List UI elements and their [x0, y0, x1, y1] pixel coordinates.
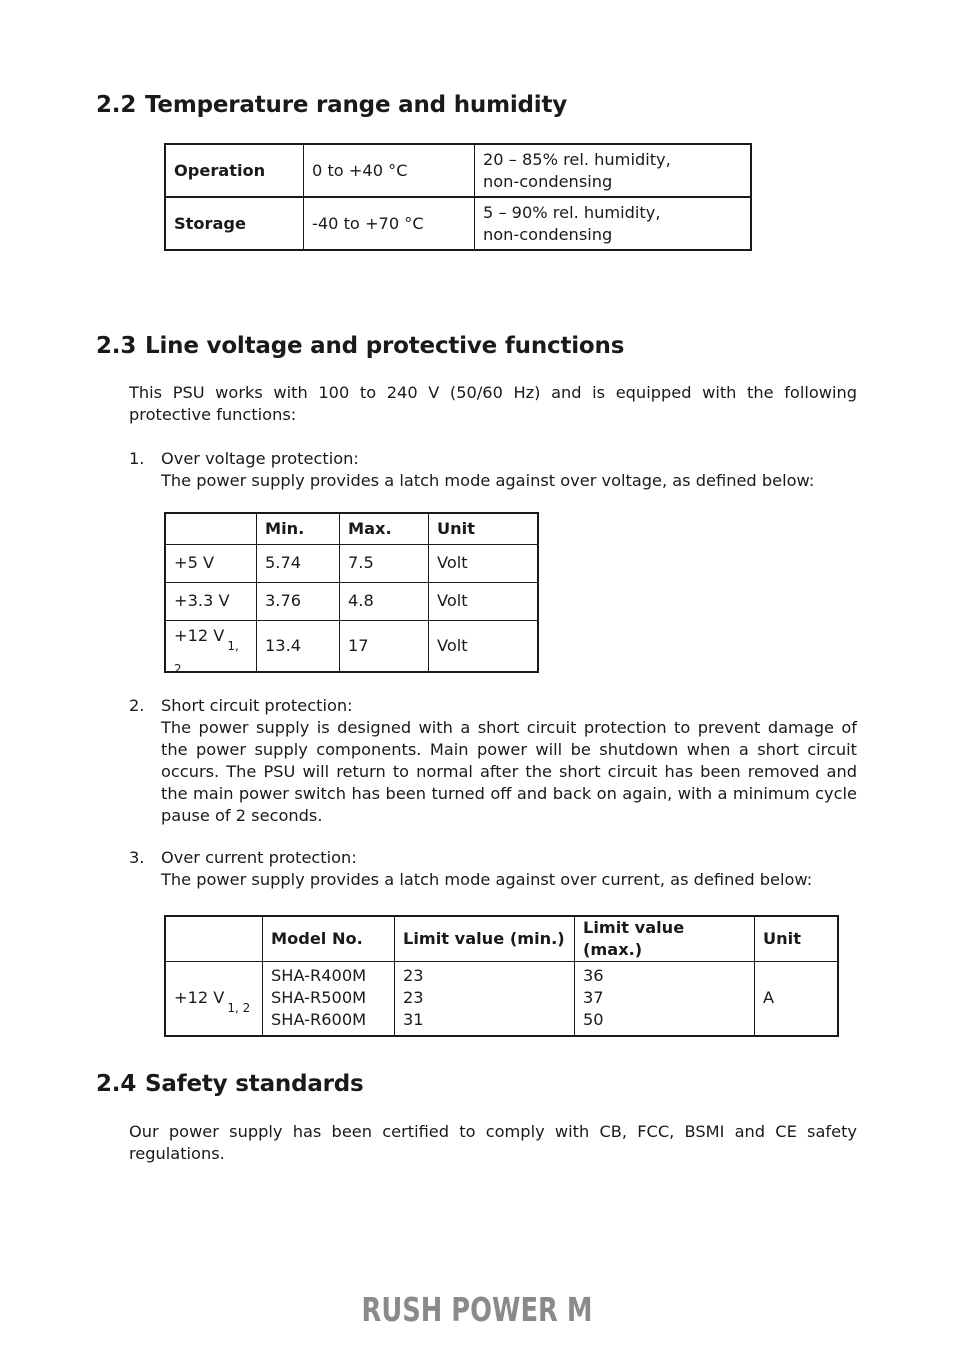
table-cell: Unit: [755, 916, 839, 962]
table-cell: +12 $V_{1, 2}$: [165, 962, 263, 1036]
footer-brand: RUSH POWER M: [361, 1290, 593, 1329]
list-item: 3. Over current protection: The power supply provides a latch mode against over current, as defined below:: [129, 848, 813, 889]
table-cell: 4.8: [340, 582, 429, 620]
table-cell: Limit value (min.): [395, 916, 575, 962]
section-heading-2-4: 2.4 Safety standards: [96, 1071, 364, 1097]
table-cell: 36 37 50: [575, 962, 755, 1036]
table-cell: +5 V: [165, 544, 257, 582]
table-cell: Model No.: [263, 916, 395, 962]
table-row: [165, 197, 751, 250]
table-cell: Operation: [165, 144, 304, 197]
table-cell: Max.: [340, 513, 429, 544]
table-cell: Storage: [165, 197, 304, 250]
over-voltage-table: [164, 512, 539, 676]
table-cell: 5.74: [257, 544, 340, 582]
list-item: 2. Short circuit protection: The power supply is designed with a short circuit protection to prevent damage of the power supply components. Main power will be shutdown when a short circuit occurs. The PSU will return to normal after the short circuit has been removed and the main power switch has been turned off and back on again, with a minimum cycle pause of 2 seconds.: [129, 696, 857, 825]
table-row: [165, 544, 538, 582]
table-row: [165, 620, 538, 672]
table-cell: 17: [340, 620, 429, 672]
over-current-table: [164, 915, 839, 1037]
table-cell: A: [755, 962, 839, 1036]
table-cell: 5 – 90% rel. humidity, non-condensing: [475, 197, 752, 250]
table-cell: Limit value (max.): [575, 916, 755, 962]
table-row: [165, 513, 538, 544]
safety-paragraph: Our power supply has been certified to comply with CB, FCC, BSMI and CE safety regulations.: [129, 1122, 857, 1163]
table-cell: 23 23 31: [395, 962, 575, 1036]
table-cell: 3.76: [257, 582, 340, 620]
table-cell: 0 to +40 °C: [304, 144, 475, 197]
table-cell: [165, 916, 263, 962]
table-cell: Volt: [429, 582, 539, 620]
table-cell: 20 – 85% rel. humidity, non-condensing: [475, 144, 752, 197]
table-cell: 13.4: [257, 620, 340, 672]
table-cell: Unit: [429, 513, 539, 544]
section-heading-2-3: 2.3 Line voltage and protective functions: [96, 333, 625, 359]
section-heading-2-2: 2.2 Temperature range and humidity: [96, 92, 568, 118]
table-cell: SHA-R400M SHA-R500M SHA-R600M: [263, 962, 395, 1036]
list-item: 1. Over voltage protection: The power supply provides a latch mode against over voltage, as defined below:: [129, 449, 815, 490]
table-row: [165, 916, 838, 962]
temperature-table: [164, 143, 752, 251]
table-row: [165, 962, 838, 1036]
table-cell: 7.5: [340, 544, 429, 582]
table-cell: Volt: [429, 620, 539, 672]
table-cell: [165, 513, 257, 544]
table-row: [165, 582, 538, 620]
table-cell: -40 to +70 °C: [304, 197, 475, 250]
table-cell: Volt: [429, 544, 539, 582]
table-cell: +3.3 V: [165, 582, 257, 620]
table-cell: Min.: [257, 513, 340, 544]
intro-paragraph: This PSU works with 100 to 240 V (50/60 Hz) and is equipped with the following protective functions:: [129, 383, 857, 424]
table-cell: +12 $V_{1, 2}$: [165, 620, 257, 672]
table-row: [165, 144, 751, 197]
